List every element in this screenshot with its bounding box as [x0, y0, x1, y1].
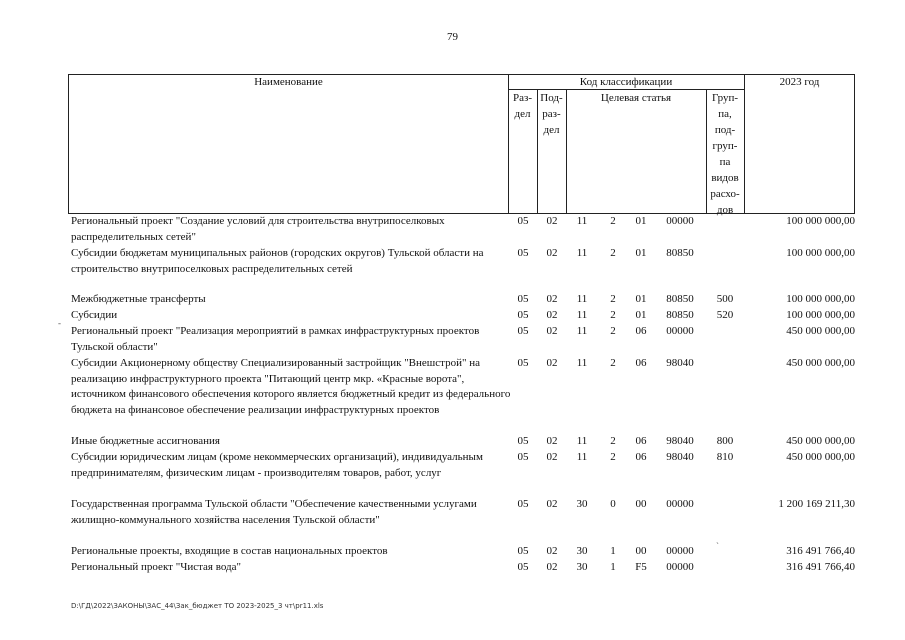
program-cell: 11	[576, 309, 588, 321]
row-name: Региональный проект "Создание условий для строительства внутрипоселковых распределительных сетей"	[71, 215, 445, 243]
event-cell: 06	[635, 325, 647, 337]
amount-cell: 100 000 000,00	[786, 247, 855, 259]
amount-cell: 450 000 000,00	[786, 435, 855, 447]
direction-cell: 00000	[666, 498, 694, 510]
podrazdel-cell: 02	[546, 325, 558, 337]
amount-cell: 450 000 000,00	[786, 325, 855, 337]
event-cell: 01	[635, 309, 647, 321]
razdel-cell: 05	[517, 435, 529, 447]
header-razdel: Раз- дел	[512, 92, 532, 120]
subprogram-cell: 1	[610, 545, 616, 557]
razdel-cell: 05	[517, 498, 529, 510]
podrazdel-cell: 02	[546, 545, 558, 557]
expense-type-cell: 520	[716, 309, 734, 321]
event-cell: 06	[635, 357, 647, 369]
event-cell: 06	[635, 451, 647, 463]
row-name: Региональный проект "Реализация мероприятий в рамках инфраструктурных проектов Тульской области"	[71, 325, 480, 353]
direction-cell: 00000	[666, 561, 694, 573]
expense-type-cell: 810	[716, 451, 734, 463]
podrazdel-cell: 02	[546, 309, 558, 321]
podrazdel-cell: 02	[546, 435, 558, 447]
program-cell: 11	[576, 357, 588, 369]
podrazdel-cell: 02	[546, 247, 558, 259]
amount-cell: 450 000 000,00	[786, 451, 855, 463]
header-divider	[566, 89, 567, 214]
direction-cell: 98040	[666, 435, 694, 447]
direction-cell: 80850	[666, 309, 694, 321]
header-target: Целевая статья	[600, 92, 672, 104]
expense-type-cell: 800	[716, 435, 734, 447]
row-name: Региональные проекты, входящие в состав национальных проектов	[71, 545, 388, 557]
scan-speck: -	[58, 318, 61, 328]
row-name: Государственная программа Тульской области "Обеспечение качественными услугами жилищно-коммунального хозяйства населения Тульской области"	[71, 498, 477, 526]
direction-cell: 00000	[666, 545, 694, 557]
header-divider	[744, 74, 745, 214]
program-cell: 11	[576, 435, 588, 447]
row-name: Иные бюджетные ассигнования	[71, 435, 220, 447]
header-name: Наименование	[254, 76, 323, 88]
header-code-group: Код классификации	[579, 76, 673, 88]
header-vid: Груп- па, под- груп- па видов расхо- дов	[710, 92, 740, 216]
row-name: Межбюджетные трансферты	[71, 293, 206, 305]
podrazdel-cell: 02	[546, 293, 558, 305]
podrazdel-cell: 02	[546, 498, 558, 510]
razdel-cell: 05	[517, 561, 529, 573]
program-cell: 30	[576, 498, 588, 510]
amount-cell: 100 000 000,00	[786, 309, 855, 321]
razdel-cell: 05	[517, 451, 529, 463]
amount-cell: 316 491 766,40	[786, 545, 855, 557]
subprogram-cell: 2	[610, 247, 616, 259]
program-cell: 11	[576, 451, 588, 463]
subprogram-cell: 2	[610, 293, 616, 305]
program-cell: 11	[576, 325, 588, 337]
razdel-cell: 05	[517, 247, 529, 259]
podrazdel-cell: 02	[546, 215, 558, 227]
razdel-cell: 05	[517, 325, 529, 337]
razdel-cell: 05	[517, 357, 529, 369]
subprogram-cell: 1	[610, 561, 616, 573]
program-cell: 30	[576, 561, 588, 573]
event-cell: F5	[635, 561, 647, 573]
expense-type-cell: 500	[716, 293, 734, 305]
header-podrazdel: Под- раз- дел	[540, 92, 563, 136]
direction-cell: 80850	[666, 293, 694, 305]
direction-cell: 98040	[666, 357, 694, 369]
subprogram-cell: 2	[610, 309, 616, 321]
row-name: Региональный проект "Чистая вода"	[71, 561, 242, 573]
event-cell: 01	[635, 215, 647, 227]
event-cell: 06	[635, 435, 647, 447]
razdel-cell: 05	[517, 309, 529, 321]
subprogram-cell: 2	[610, 435, 616, 447]
event-cell: 01	[635, 293, 647, 305]
amount-cell: 316 491 766,40	[786, 561, 855, 573]
direction-cell: 00000	[666, 215, 694, 227]
amount-cell: 100 000 000,00	[786, 215, 855, 227]
header-year: 2023 год	[779, 76, 820, 88]
podrazdel-cell: 02	[546, 357, 558, 369]
direction-cell: 98040	[666, 451, 694, 463]
row-name: Субсидии Акционерному обществу Специализированный застройщик "Внешстрой" на реализацию инфраструктурного проекта "Питающий центр мкр. «Красные ворота", источником финансового обеспечения которого является бюджетный кредит из федерального бюджета на финансовое обеспечение реализации инфраструктурных проектов	[71, 357, 511, 416]
scan-speck: `	[716, 541, 719, 551]
podrazdel-cell: 02	[546, 451, 558, 463]
amount-cell: 450 000 000,00	[786, 357, 855, 369]
row-name: Субсидии бюджетам муниципальных районов (городских округов) Тульской области на строительство внутрипоселковых распределительных сетей	[71, 247, 484, 275]
program-cell: 30	[576, 545, 588, 557]
razdel-cell: 05	[517, 545, 529, 557]
file-path-footer: D:\ГД\2022\ЗАКОНЫ\ЗАС_44\Зак_бюджет ТО 2023-2025_3 чт\pr11.xls	[71, 602, 324, 610]
subprogram-cell: 2	[610, 215, 616, 227]
event-cell: 01	[635, 247, 647, 259]
razdel-cell: 05	[517, 293, 529, 305]
razdel-cell: 05	[517, 215, 529, 227]
amount-cell: 1 200 169 211,30	[778, 498, 855, 510]
row-name: Субсидии	[71, 309, 118, 321]
event-cell: 00	[635, 498, 647, 510]
subprogram-cell: 2	[610, 357, 616, 369]
row-name: Субсидии юридическим лицам (кроме некоммерческих организаций), индивидуальным предпринимателям, физическим лицам - производителям товаров, работ, услуг	[71, 451, 483, 479]
direction-cell: 80850	[666, 247, 694, 259]
podrazdel-cell: 02	[546, 561, 558, 573]
subprogram-cell: 0	[610, 498, 616, 510]
event-cell: 00	[635, 545, 647, 557]
subprogram-cell: 2	[610, 451, 616, 463]
program-cell: 11	[576, 247, 588, 259]
program-cell: 11	[576, 215, 588, 227]
direction-cell: 00000	[666, 325, 694, 337]
program-cell: 11	[576, 293, 588, 305]
subprogram-cell: 2	[610, 325, 616, 337]
amount-cell: 100 000 000,00	[786, 293, 855, 305]
page-number: 79	[447, 31, 458, 43]
